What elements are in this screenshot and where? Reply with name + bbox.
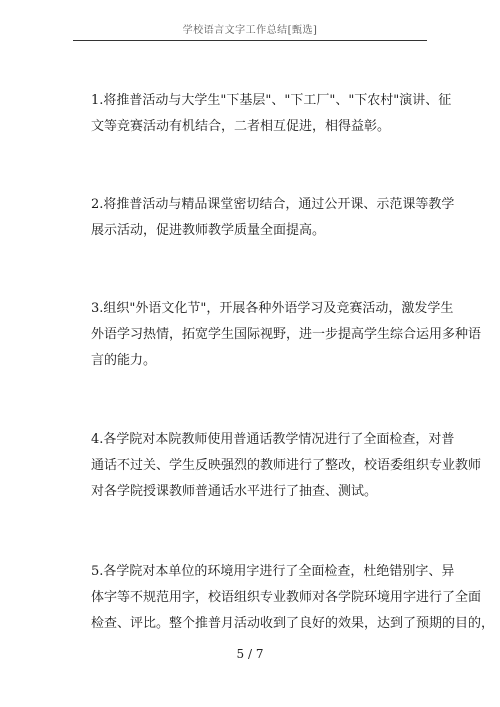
paragraph-line: 4.各学院对本院教师使用普通话教学情况进行了全面检查，对普 <box>91 432 455 447</box>
paragraph-3 <box>91 296 482 374</box>
document-title: 学校语言文字工作总结[甄选] <box>182 25 318 36</box>
paragraph-line: 2.将推普活动与精品课堂密切结合，通过公开课、示范课等教学 <box>91 197 455 212</box>
paragraph-1 <box>91 88 452 140</box>
paragraph-4 <box>91 427 482 505</box>
paragraph-line: 5.各学院对本单位的环境用字进行了全面检查，杜绝错别字、异 <box>91 564 455 579</box>
header-divider <box>73 40 427 41</box>
paragraph-line: 对各学院授课教师普通话水平进行了抽查、测试。 <box>91 484 378 499</box>
paragraph-line: 外语学习热情，拓宽学生国际视野，进一步提高学生综合运用多种语 <box>91 327 482 342</box>
paragraph-line: 体字等不规范用字，校语组织专业教师对各学院环境用字进行了全面 <box>91 590 482 605</box>
paragraph-line: 文等竞赛活动有机结合，二者相互促进，相得益彰。 <box>91 119 391 134</box>
paragraph-line: 检查、评比。整个推普月活动收到了良好的效果，达到了预期的目的， <box>91 616 495 631</box>
paragraph-5 <box>91 559 495 637</box>
paragraph-line: 展示活动，促进教师教学质量全面提高。 <box>91 223 326 238</box>
paragraph-line: 1.将推普活动与大学生"下基层"、"下工厂"、"下农村"演讲、征 <box>91 93 452 108</box>
paragraph-line: 3.组织"外语文化节"，开展各种外语学习及竞赛活动，激发学生 <box>91 301 454 316</box>
paragraph-line: 言的能力。 <box>91 353 157 368</box>
paragraph-2 <box>91 192 455 244</box>
paragraph-line: 通话不过关、学生反映强烈的教师进行了整改，校语委组织专业教师 <box>91 458 482 473</box>
page-number: 5 / 7 <box>236 647 264 661</box>
